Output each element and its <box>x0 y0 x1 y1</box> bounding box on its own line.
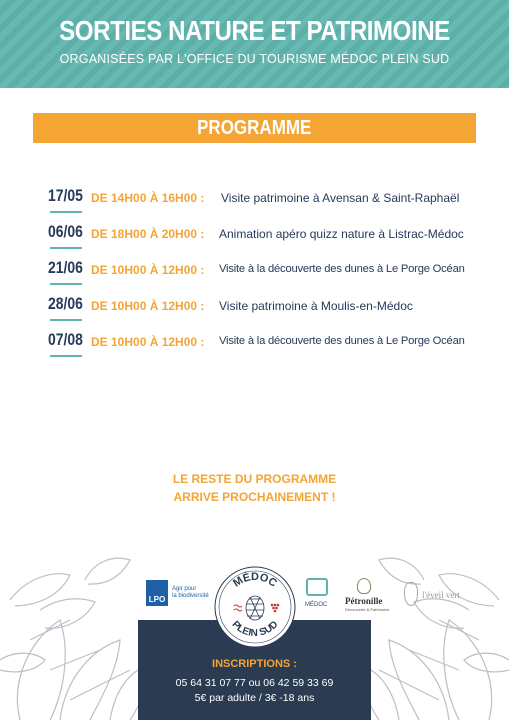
event-description: Visite à la découverte des dunes à Le Porge Océan <box>219 335 465 347</box>
lpo-tagline-line-1: Agir pour <box>172 586 197 592</box>
petronille-logo-subtext: Découverte & Patrimoine <box>345 607 390 612</box>
lpo-tagline-line-2: la biodiversité <box>172 593 209 599</box>
page-subtitle: ORGANISÉES PAR L'OFFICE DU TOURISME MÉDOC PLEIN SUD <box>59 52 450 66</box>
page-title: SORTIES NATURE ET PATRIMOINE <box>59 15 450 46</box>
event-row <box>48 291 488 327</box>
eveil-vert-logo-icon <box>404 582 418 606</box>
medoc-logo-text: MÉDOC <box>305 602 328 608</box>
medoc-logo-icon <box>306 578 328 596</box>
event-description: Visite à la découverte des dunes à Le Porge Océan <box>219 263 465 275</box>
programme-label: PROGRAMME <box>197 117 312 139</box>
date-underline <box>50 247 82 249</box>
event-date: 21/06 <box>48 258 83 277</box>
event-time: DE 14H00 À 16H00 : <box>91 191 205 205</box>
badge-bottom-text: PLEIN SUD <box>229 619 281 640</box>
event-description: Visite patrimoine à Moulis-en-Médoc <box>219 299 413 313</box>
eveil-vert-logo-text: l'éveil vert <box>422 590 460 600</box>
date-underline <box>50 355 82 357</box>
inscriptions-phones: 05 64 31 07 77 ou 06 42 59 33 69 <box>175 677 334 689</box>
lpo-tagline <box>172 586 212 600</box>
header-banner <box>0 0 509 88</box>
event-row <box>48 183 488 219</box>
event-row <box>48 219 488 255</box>
event-date: 07/08 <box>48 330 83 349</box>
inscriptions-prices: 5€ par adulte / 3€ -18 ans <box>194 692 315 704</box>
event-time: DE 18H00 À 20H00 : <box>91 227 205 241</box>
event-description: Visite patrimoine à Avensan & Saint-Raphaël <box>221 191 460 205</box>
medoc-plein-sud-badge <box>214 566 296 648</box>
date-underline <box>50 283 82 285</box>
coming-soon-notice <box>0 470 509 506</box>
coming-soon-line-2: ARRIVE PROCHAINEMENT ! <box>173 490 336 504</box>
inscriptions-title: INSCRIPTIONS : <box>212 658 297 670</box>
event-date: 17/05 <box>48 186 83 205</box>
petronille-logo-text: Pétronille <box>345 596 383 606</box>
badge-top-text: MÉDOC <box>231 571 279 590</box>
event-time: DE 10H00 À 12H00 : <box>91 263 205 277</box>
event-date: 28/06 <box>48 294 83 313</box>
event-row <box>48 255 488 291</box>
coming-soon-line-1: LE RESTE DU PROGRAMME <box>172 472 337 486</box>
date-underline <box>50 211 82 213</box>
event-description: Animation apéro quizz nature à Listrac-Médoc <box>219 227 464 241</box>
event-time: DE 10H00 À 12H00 : <box>91 299 205 313</box>
date-underline <box>50 319 82 321</box>
event-time: DE 10H00 À 12H00 : <box>91 335 205 349</box>
events-list <box>48 183 488 363</box>
petronille-logo-icon <box>357 578 371 594</box>
lpo-logo: LPO <box>146 580 168 606</box>
event-date: 06/06 <box>48 222 83 241</box>
event-row <box>48 327 488 363</box>
programme-banner <box>33 113 476 143</box>
